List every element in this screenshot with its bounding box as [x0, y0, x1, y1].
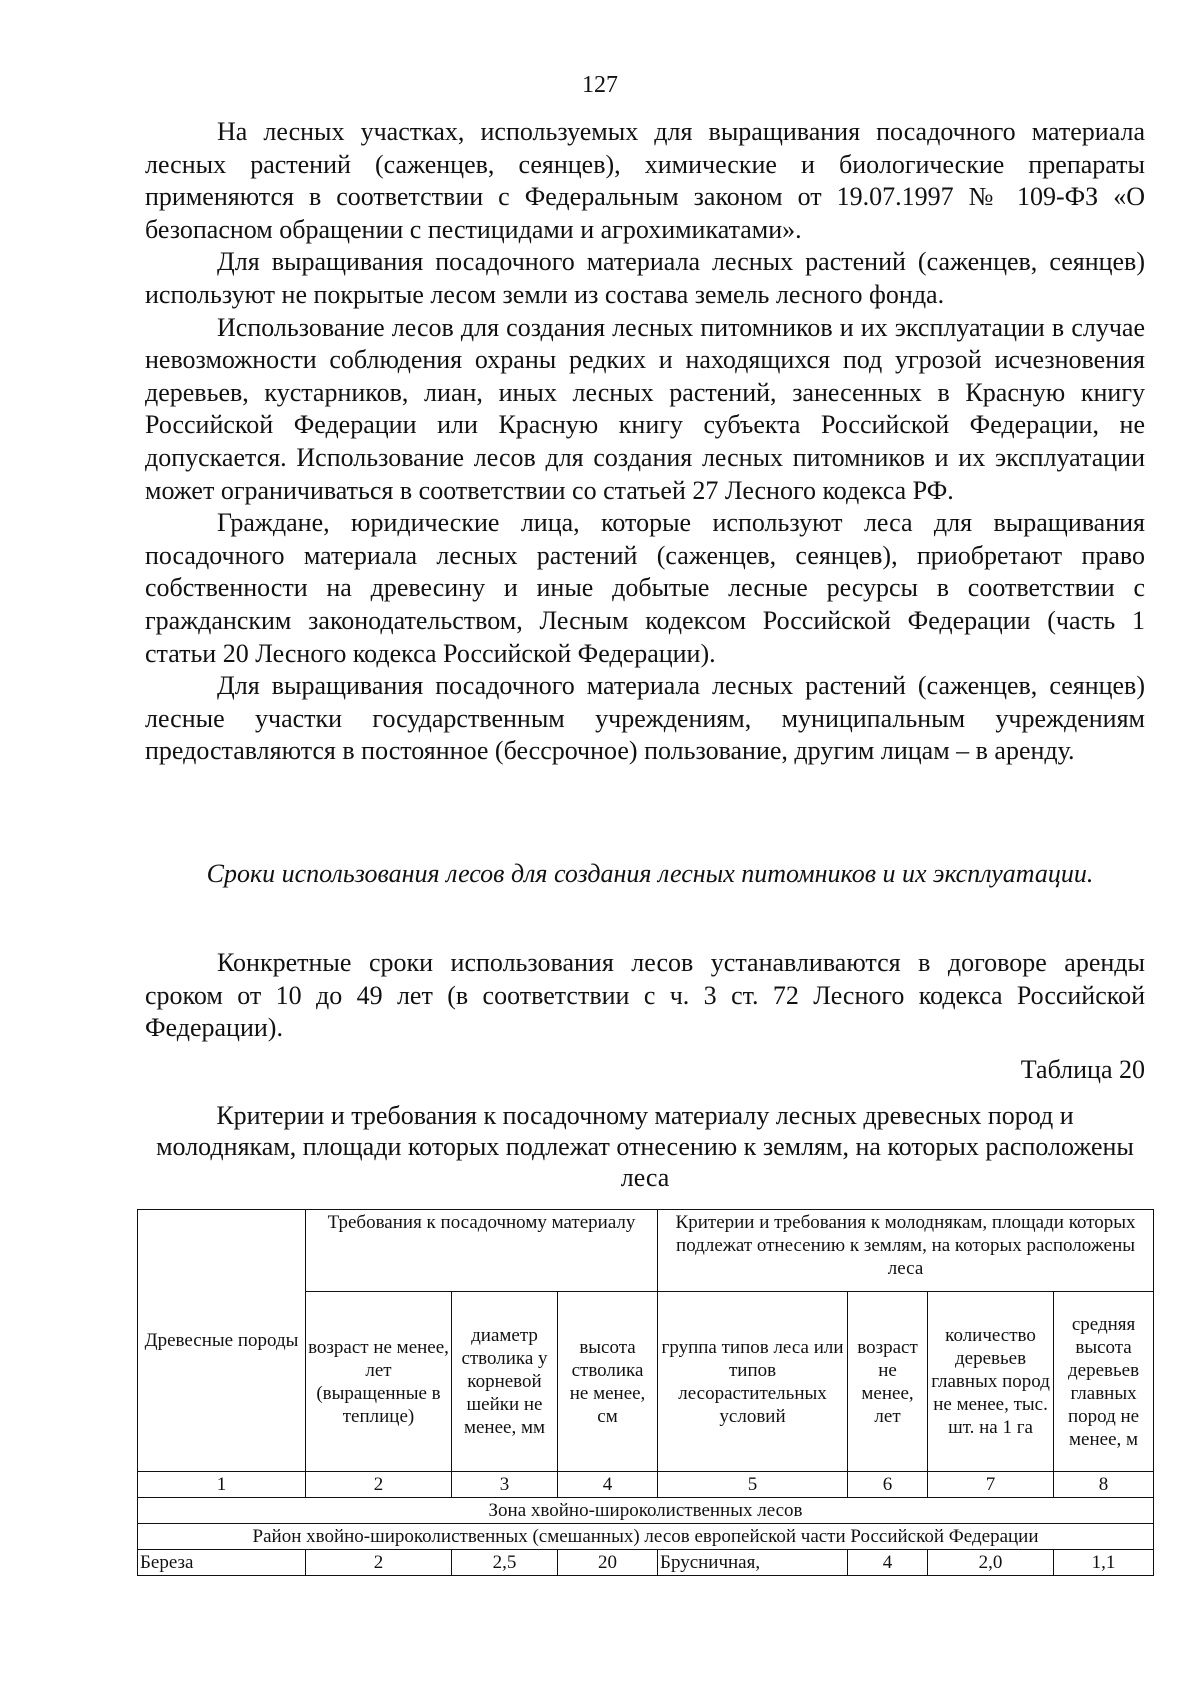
zone-row	[138, 1498, 1154, 1524]
column-number: 3	[452, 1472, 558, 1498]
cell-young-age: 4	[848, 1550, 928, 1576]
cell-diameter: 2,5	[452, 1550, 558, 1576]
zone-label: Зона хвойно-широколиственных лесов	[138, 1498, 1154, 1524]
paragraph-ownership: Граждане, юридические лица, которые используют леса для выращивания посадочного материала лесных растений (саженцев, сеянцев), приобретают право собственности на древесину и иные добытые лесные ресурсы в соответствии с гражданским законодательством, Лесным кодексом Российской Федерации (часть 1 статьи 20 Лесного кодекса Российской Федерации).	[145, 508, 1145, 668]
column-number: 1	[138, 1472, 306, 1498]
header-avg-height: средняя высота деревьев главных пород не менее, м	[1054, 1292, 1154, 1472]
header-tree-count: количество деревьев главных пород не менее, тыс. шт. на 1 га	[928, 1292, 1054, 1472]
cell-height: 20	[558, 1550, 658, 1576]
column-number: 4	[558, 1472, 658, 1498]
header-forest-group: группа типов леса или типов лесорастительных условий	[658, 1292, 848, 1472]
cell-species: Береза	[138, 1550, 306, 1576]
header-planting-material: Требования к посадочному материалу	[306, 1210, 658, 1292]
paragraph-pesticides: На лесных участках, используемых для выращивания посадочного материала лесных растений (саженцев, сеянцев), химические и биологические препараты применяются в соответствии с Федеральным законом от 19.07.1997 № 109-ФЗ «О безопасном обращении с пестицидами и агрохимикатами».	[145, 117, 1145, 244]
header-species: Древесные породы	[138, 1210, 306, 1472]
cell-avg-height: 1,1	[1054, 1550, 1154, 1576]
column-number: 6	[848, 1472, 928, 1498]
body-text	[145, 116, 1145, 768]
page-number: 127	[582, 72, 618, 98]
section-heading: Сроки использования лесов для создания лесных питомников и их эксплуатации.	[206, 859, 1094, 888]
table-row	[138, 1550, 1154, 1576]
cell-age: 2	[306, 1550, 452, 1576]
header-diameter: диаметр стволика у корневой шейки не менее, мм	[452, 1292, 558, 1472]
region-label: Район хвойно-широколиственных (смешанных) лесов европейской части Российской Федерации	[138, 1524, 1154, 1550]
column-number: 5	[658, 1472, 848, 1498]
column-number: 8	[1054, 1472, 1154, 1498]
table-number: Таблица 20	[1020, 1055, 1145, 1084]
column-number: 2	[306, 1472, 452, 1498]
paragraph-lease-terms: Конкретные сроки использования лесов устанавливаются в договоре аренды сроком от 10 до 49 лет (в соответствии с ч. 3 ст. 72 Лесного кодекса Российской Федерации).	[145, 948, 1145, 1043]
column-number-row	[138, 1472, 1154, 1498]
cell-forest-group: Брусничная,	[658, 1550, 848, 1576]
table-header-row	[138, 1210, 1154, 1292]
header-young-stands: Критерии и требования к молоднякам, площади которых подлежат отнесению к землям, на которых расположены леса	[658, 1210, 1154, 1292]
header-age: возраст не менее, лет (выращенные в теплице)	[306, 1292, 452, 1472]
region-row	[138, 1524, 1154, 1550]
paragraph-lease: Для выращивания посадочного материала лесных растений (саженцев, сеянцев) лесные участки государственным учреждениям, муниципальным учреждениям предоставляются в постоянное (бессрочное) пользование, другим лицам – в аренду.	[145, 671, 1145, 766]
paragraph-land-use: Для выращивания посадочного материала лесных растений (саженцев, сеянцев) используют не покрытые лесом земли из состава земель лесного фонда.	[145, 247, 1145, 309]
header-young-age: возраст не менее, лет	[848, 1292, 928, 1472]
header-height: высота стволика не менее, см	[558, 1292, 658, 1472]
criteria-table	[137, 1209, 1154, 1576]
column-number: 7	[928, 1472, 1054, 1498]
table-caption: Критерии и требования к посадочному материалу лесных древесных пород и молоднякам, площади которых подлежат отнесению к землям, на которых расположены леса	[156, 1101, 1134, 1192]
cell-tree-count: 2,0	[928, 1550, 1054, 1576]
paragraph-red-book: Использование лесов для создания лесных питомников и их эксплуатации в случае невозможности соблюдения охраны редких и находящихся под угрозой исчезновения деревьев, кустарников, лиан, иных лесных растений, занесенных в Красную книгу Российской Федерации или Красную книгу субъекта Российской Федерации, не допускается. Использование лесов для создания лесных питомников и их эксплуатации может ограничиваться в соответствии со статьей 27 Лесного кодекса РФ.	[145, 312, 1145, 505]
